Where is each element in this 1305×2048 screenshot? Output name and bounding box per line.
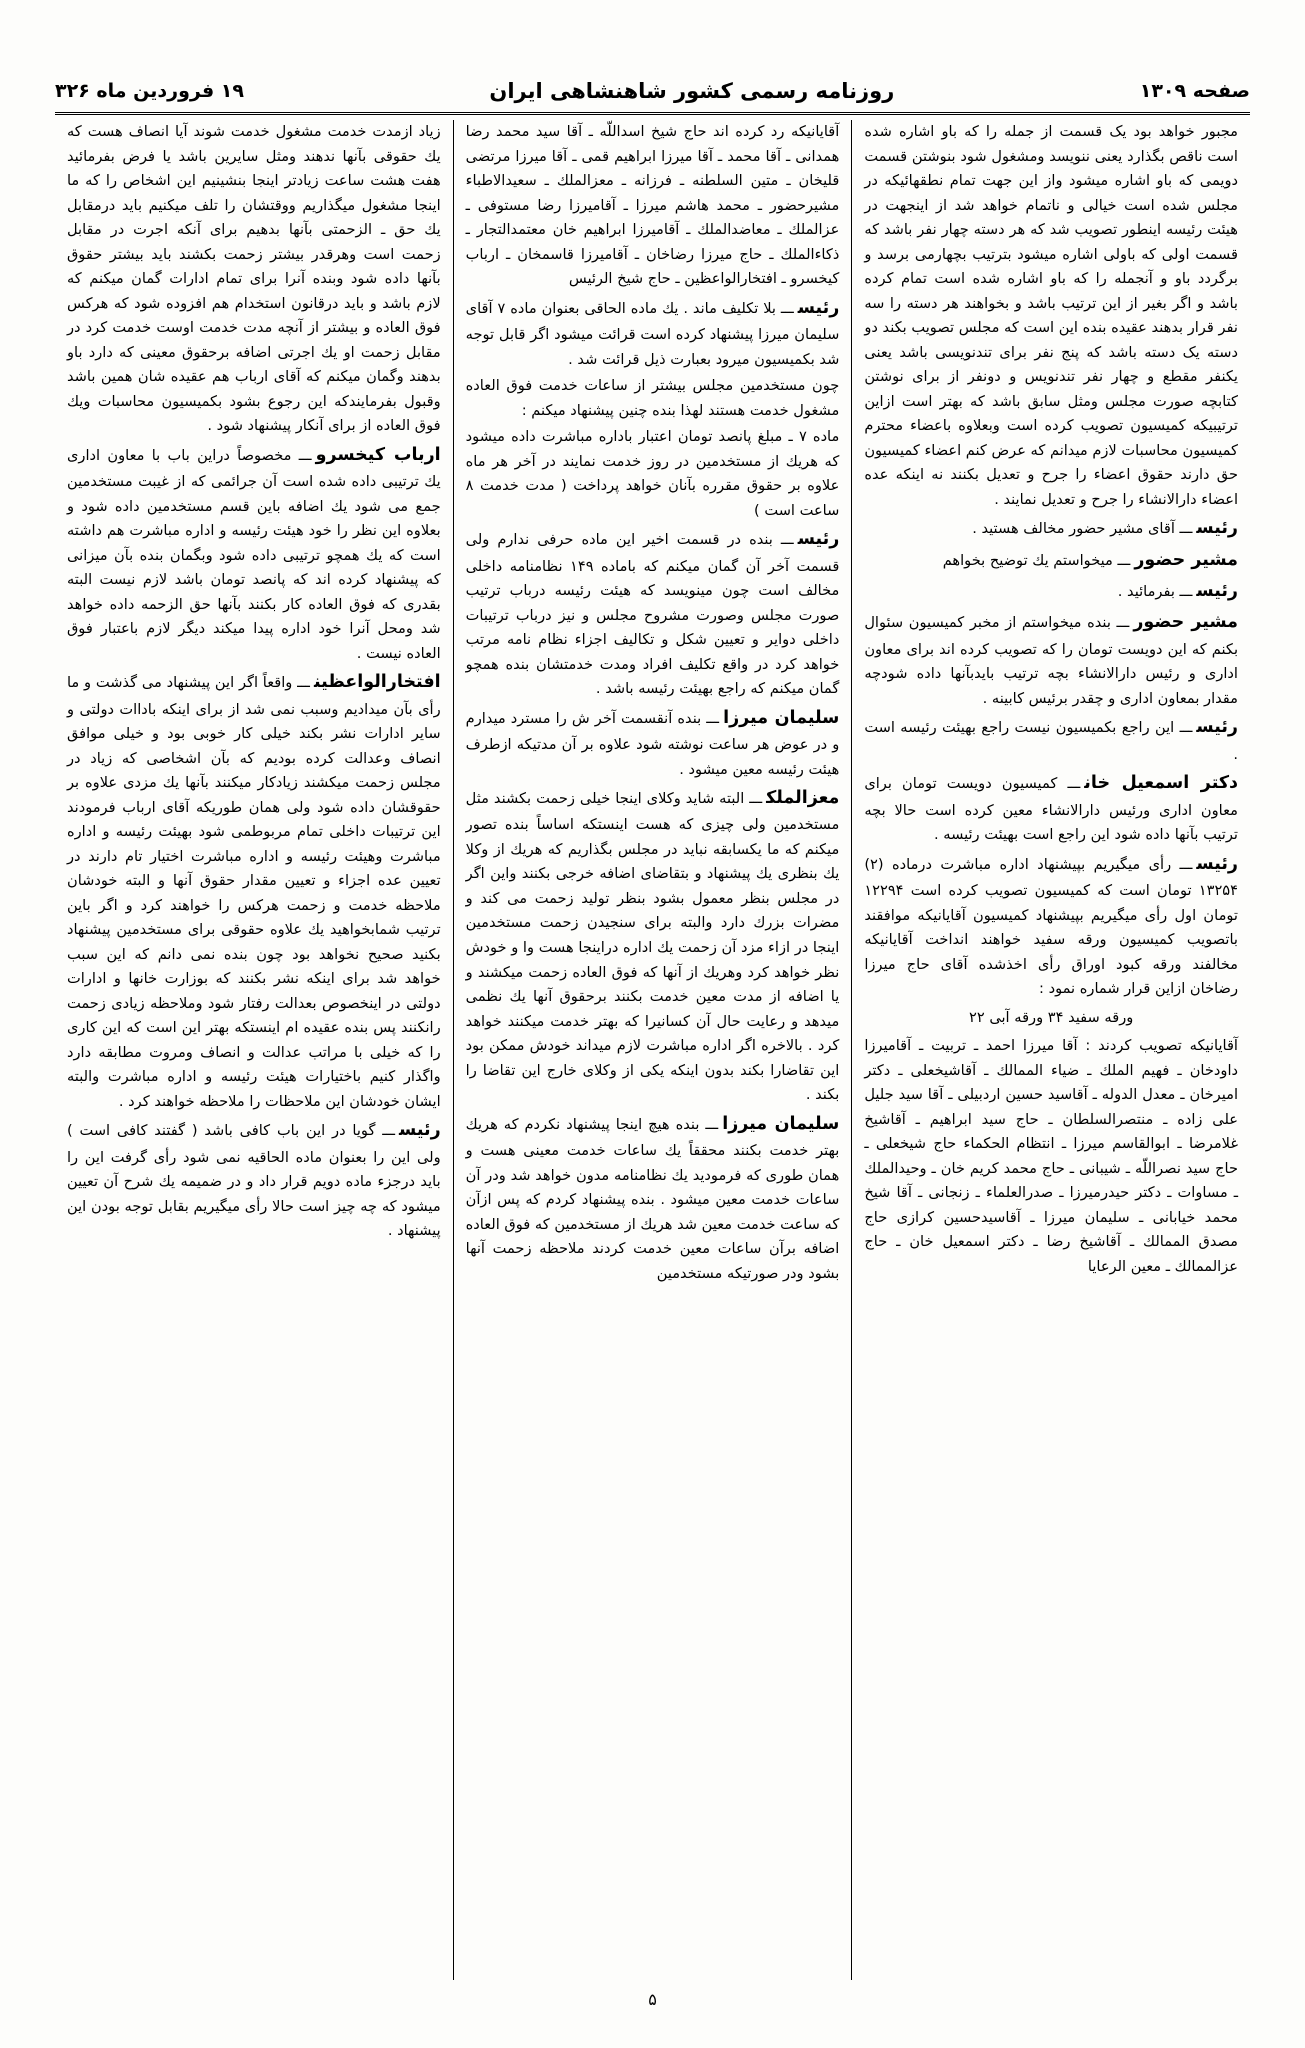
- column-middle: [453, 120, 852, 1980]
- paragraph-text: زیاد ازمدت خدمت مشغول خدمت شوند آیا انصاف هست که یك حقوقی بآنها ندهند ومثل سایرین باشد یا فرض بفرمائید هفت هشت ساعت زیادتر اینجا بنشینیم این اشخاص را که ما اینجا مشغول میگذاریم ووقتشان را تلف میکنیم باید درمقابل یك حق ـ الزحمتی بآنها بدهیم برای آنکه اجرت در مقابل زحمت است وهرقدر بیشتر زحمت بکشند باید بیشتر حقوق بآنها داده شود وبنده آنرا برای تمام ادارات گمان میکنم که لازم باشد و باید درقانون استخدام هم افزوده شود که هرکس فوق العاده و بیشتر از آنچه مدت خدمت اوست خدمت کرد در مقابل زحمت او یك اجرتی اضافه برحقوق معینی که دارد باو بدهند وگمان میکنم که آقای ارباب هم عقیده شان همین باشد وقبول بفرمایندکه این رجوع بشود بکمیسیون محاسبات ویك فوق العاده از برای آنکار پیشنهاد شود .: [66, 123, 441, 435]
- speaker-name: ارباب کیخسرو: [315, 444, 441, 465]
- speaker-name: معزالملك: [766, 788, 840, 809]
- text-paragraph: [864, 1034, 1238, 1279]
- paragraph-text: ـــ بلا تکلیف ماند . یك ماده الحاقی بعنوان ماده ۷ آقای سلیمان میرزا پیشنهاد کرده است قرائت میشود اگر قابل توجه شد بکمیسیون میرود بعبارت ذیل قرائت شد .: [465, 299, 840, 368]
- paragraph-text: ـــ مخصوصاً دراین باب با معاون اداری یك ترتیبی داده شده است آن جرائمی که از غیبت مستخدمین جمع می شود یك اضافه باین قسم مستخدمین داده شود و بعلاوه این نظر را خود هیئت رئیسه و اداره مباشرت هم داشته است که یك همچو ترتیبی داده شود وبگمان بنده بآن میزانی که پیشنهاد کرده اند که پانصد تومان باشد لازم نیست البته بقدری که فوق العاده کار بکنند بآنها حق الزحمه داده خواهد شد ومحل آنرا خود اداره پیدا میکند دیگر لازم باعتبار فوق العاده نیست .: [66, 446, 441, 662]
- text-paragraph: [466, 120, 840, 292]
- page-number-label: صفحه ۱۳۰۹: [1139, 80, 1250, 102]
- speaker-name: سلیمان میرزا: [723, 707, 840, 728]
- paragraph-text: ـــ البته شاید وکلای اینجا خیلی زحمت بکشند مثل مستخدمین ولی چیزی که هست اینستکه اساساً بنده تصور میکنم که ما یکسابقه نباید در مجلس بگذاریم که هریك از وکلا یك بنظری یك پیشنهاد و بتقاضای اضافه خرجی بکنند واین اگر در مجلس بنظر معمول بشود بنظر تولید زحمت می کند و مضرات بزرك دارد والبته برای سنجیدن زحمت مستخدمین اینجا در ازاء مزد آن زحمت یك اداره دراینجا هست وا و خودش نظر خواهد کرد وهریك از آنها که فوق العاده زحمت میکشند و یا اضافه از مدت معین خدمت بکنند برحقوق آنها یك نظمی میدهد و رعایت حال آن کسانیرا که بهتر خدمت میکنند خواهد کرد . بالاخره اگر اداره مباشرت لازم میداند خودش ممکن بود این تقاضارا بکند بدون اینکه یکی از وکلای خارج این تقاضا را بکند .: [465, 790, 840, 1104]
- speech-paragraph: [67, 441, 441, 667]
- text-paragraph: [466, 374, 840, 423]
- page-header: [55, 70, 1250, 115]
- paragraph-text: ـــ این راجع بکمیسیون نیست راجع بهیئت رئیسه است .: [864, 719, 1238, 763]
- speech-paragraph: [466, 525, 840, 701]
- speech-paragraph: [864, 577, 1238, 606]
- speaker-name: رئیس: [797, 529, 840, 550]
- paragraph-text: ماده ۷ ـ مبلغ پانصد تومان اعتبار باداره مباشرت داده میشود که هریك از مستخدمین در روز خدمت نمایند در آخر هر ماه علاوه بر حقوق مقرره بآنان خواهد پرداخت ( مدت خدمت ۸ ساعت است ): [465, 428, 840, 519]
- paragraph-text: ـــ آقای مشیر حضور مخالف هستید .: [972, 520, 1193, 538]
- speech-paragraph: [466, 1110, 840, 1286]
- speaker-name: رئیس: [1196, 581, 1238, 602]
- text-columns: [55, 120, 1250, 1980]
- speech-paragraph: [466, 704, 840, 782]
- speech-paragraph: [864, 546, 1238, 575]
- speech-paragraph: [864, 514, 1238, 543]
- paragraph-text: ـــ بنده آنقسمت آخر ش را مسترد میدارم و در عوض هر ساعت نوشته شود علاوه بر آن مدتیکه ازطرف هیئت رئیسه معین میشود .: [465, 709, 840, 778]
- vote-result: ورقه سفید ۳۴ ورقه آبی ۲۲: [969, 1008, 1134, 1026]
- paragraph-text: ـــ رأی میگیریم بپیشنهاد اداره مباشرت درماده (۲) ۱۳۲۵۴ تومان است که کمیسیون تصویب کرده است ۱۲۲۹۴ تومان اول رأی میگیریم بپیشنهاد کمیسیون آقایانیکه موافقند باتصویب کمیسیون ورقه سفید خواهند انداخت آقایانیکه مخالفند ورقه کبود اوراق رأی اخذشده آقای حاج میرزا رضاخان ازاین قرار شماره نمود :: [864, 855, 1238, 998]
- speaker-name: مشیر حضور: [1133, 612, 1238, 633]
- speaker-name: رئیس: [1196, 853, 1238, 874]
- text-paragraph: [67, 120, 441, 439]
- paragraph-text: چون مستخدمین مجلس بیشتر از ساعات خدمت فوق العاده مشغول خدمت هستند لهذا بنده چنین پیشنهاد میکنم :: [465, 377, 840, 419]
- paragraph-text: ـــ بنده در قسمت اخیر این ماده حرفی ندارم ولی قسمت آخر آن گمان میکنم که باماده ۱۴۹ نظامنامه داخلی مخالف است چون مینویسد که هیئت رئیسه درباب ترتیب صورت مجلس وصورت مشروح مجلس و نیز درباب ترتیبات داخلی دوایر و تعیین شکل و تکالیف اجزاء نظام نامه مرتب خواهد کرد در واقع تکلیف افراد ومدت خدمتشان بنده همچو گمان میکنم که راجع بهیئت رئیسه باشد .: [465, 531, 840, 698]
- paragraph-text: ـــ واقعاً اگر این پیشنهاد می گذشت و ما رأی بآن میدادیم وسبب نمی شد از برای اینکه باداات دولتی و سایر ادارات نشر بکند خیلی کار خوبی بود و خیلی موافق انصاف وعدالت کرده بودیم که بآن اشخاصی که زیاد در مجلس زحمت میکشند زیادکار میکنند بآنها یك مزدی علاوه بر حقوقشان داده شود ولی همان طوریکه آقای ارباب فرمودند این ترتیبات داخلی تمام مربوطمی شود بهیئت رئیسه و اداره مباشرت وهیئت رئیسه و اداره مباشرت اختیار تام دارند در تعیین عده اجزاء و تعیین مقدار حقوق آنها و البته خودشان ملاحظه خدمت و زحمت هرکس را خواهند کرد و اگر باین ترتیب شمابخواهید یك علاوه حقوقی برای مستخدمین پیشنهاد بکنید صحیح نخواهد بود چون بنده نمی دانم که این سبب خواهد شد برای اینکه نشر بکنند که بوزارت خانها و ادارات دولتی در اینخصوص بعدالت رفتار شود وملاحظه زیادی زحمت رانکنند پس بنده عقیده ام اینستکه بهتر این است که این کاری را که خیلی با مراتب عدالت و انصاف ومروت مطابقه دارد واگذار کنیم باختیارات هیئت رئیسه و اداره مباشرت والبته ایشان خودشان این ملاحظات را ملاحظه خواهند کرد .: [66, 674, 441, 1110]
- speech-paragraph: [67, 1116, 441, 1243]
- speech-paragraph: [466, 294, 840, 372]
- text-paragraph: [466, 425, 840, 523]
- column-left: [55, 120, 453, 1980]
- speech-paragraph: [864, 713, 1238, 767]
- speaker-name: افتخارالواعظین: [313, 672, 441, 693]
- issue-date: ۱۹ فروردین ماه ۳۲۶: [55, 80, 244, 102]
- text-paragraph: [864, 120, 1238, 512]
- speech-paragraph: [864, 608, 1238, 711]
- paragraph-text: ـــ گویا در این باب کافی باشد ( گفتند کافی است ) ولی این را بعنوان ماده الحاقیه نمی شود رأی گرفت این را باید درجزء ماده دویم قرار داد و در ضمیمه یك شرح آن تعیین میشود که چه چیز است حالا رأی میگیریم بقابل توجه بودن این پیشنهاد .: [66, 1122, 441, 1240]
- speech-paragraph: [864, 850, 1238, 1002]
- speaker-name: رئیس: [399, 1120, 441, 1141]
- paragraph-text: ـــ میخواستم یك توضیح بخواهم: [942, 551, 1131, 569]
- footer-page-number: ۵: [648, 1990, 657, 2009]
- speaker-name: رئیس: [1196, 717, 1238, 738]
- column-right: [851, 120, 1250, 1980]
- paragraph-text: مجبور خواهد بود یک قسمت از جمله را که باو اشاره شده است ناقص بگذارد یعنی ننویسد ومشغول شود بنوشتن قسمت دویمی که باو اشاره میشود واز این جهت تمام نطقهائیکه در مجلس شده است خیالی و ناتمام خواهد شد از اینجهت در هیئت رئیسه اینطور تصویب شد که هر دسته چهار نفر باشد که قسمت اولی که باولی اشاره میشود بترتیب بچهارمی برسد و برگردد باو و آنجمله را که باو اشاره شده است تمام کرده باشد و اگر بغیر از این ترتیب باشد و بخواهند هر دسته را سه نفر قرار بدهند عقیده بنده این است که مجلس تصویب بکند دو دسته یک دسته باشد که پنج نفر برای تندنویسی باشد یعنی یکنفر مقطع و چهار نفر تندنویس و دونفر از برای نوشتن کتابچه صورت مجلس ومثل سابق باشد که بهتر است ازاین ترتیبیکه کمیسیون تصویب کرده است وبعلاوه باعضاء محترم کمیسیون محاسبات لازم میدانم که عرض کنم اعضاء کمیسیون حق دارند حقوق اعضاء را جرح و تعدیل بکنند نه اینکه عده اعضاء دارالانشاء را جرح و تعدیل نمایند .: [864, 123, 1238, 508]
- speaker-name: مشیر حضور: [1134, 549, 1238, 570]
- speaker-name: سلیمان میرزا: [722, 1113, 840, 1134]
- paragraph-text: ـــ کمیسیون دویست تومان برای معاون اداری ورئیس دارالانشاء معین کرده است حالا بچه ترتیب بآنها داده شود این راجع است بهیئت رئیسه .: [864, 775, 1238, 844]
- speaker-name: دکتر اسمعیل خان: [1084, 773, 1238, 794]
- paragraph-text: آقایانیکه رد کرده اند حاج شیخ اسداللّه ـ آقا سید محمد رضا همدانی ـ آقا محمد ـ آقا میرزا ابراهیم قمی ـ آقا میرزا مرتضی قلیخان ـ متین السلطنه ـ فرزانه ـ معزالملك ـ سعیدالاطباء مشیرحضور ـ محمد هاشم میرزا ـ آقامیرزا رضا مستوفی ـ عزالملك ـ معاضدالملك ـ آقامیرزا ابراهیم خان معتمدالتجار ـ ذکاءالملك ـ حاج میرزا رضاخان ـ آقامیرزا قاسمخان ـ ارباب کیخسرو ـ افتخارالواعظین ـ حاج شیخ الرئیس: [465, 123, 840, 288]
- speech-paragraph: [864, 769, 1238, 847]
- speaker-name: رئیس: [1196, 518, 1238, 539]
- speech-paragraph: [466, 784, 840, 1108]
- newspaper-title: روزنامه رسمی کشور شاهنشاهی ایران: [489, 79, 895, 103]
- paragraph-text: ـــ بنده هیچ اینجا پیشنهاد نکردم که هریك بهتر خدمت بکنند محققاً یك ساعات خدمت معینی هست و همان طوری که فرمودید یك نظامنامه مدون خواهد شد ودر آن ساعات خدمت معین میشود . بنده پیشنهاد کردم که پس ازآن که ساعت خدمت معین شد هریك از مستخدمین که فوق العاده اضافه برآن ساعات معین خدمت کردند ملاحظه زحمت آنها بشود ودر صورتیکه مستخدمین: [465, 1115, 840, 1282]
- paragraph-text: ـــ بفرمائید .: [1117, 583, 1193, 601]
- speech-paragraph: [67, 668, 441, 1114]
- page-footer: [0, 1990, 1305, 2009]
- paragraph-text: آقایانیکه تصویب کردند : آقا میرزا احمد ـ تربیت ـ آقامیرزا داودخان ـ فهیم الملك ـ ضیاء الممالك ـ آقاشیخعلی ـ دکتر امیرخان ـ معدل الدوله ـ آقاسید حسین اردبیلی ـ آقا سید جلیل علی زاده ـ منتصرالسلطان ـ حاج سید ابراهیم ـ آقاشیخ غلامرضا ـ ابوالقاسم میرزا ـ انتظام الحکماء حاج شیخعلی ـ حاج سید نصراللّه ـ شیبانی ـ حاج محمد کریم خان ـ وحیدالملك ـ مساوات ـ دکتر حیدرمیرزا ـ صدرالعلماء ـ زنجانی ـ آقا شیخ محمد خیابانی ـ سلیمان میرزا ـ آقاسیدحسین کرازی حاج مصدق الممالك ـ آقاشیخ رضا ـ دکتر اسمعیل خان ـ حاج عزالممالك ـ معین الرعایا: [864, 1037, 1238, 1275]
- paragraph-text: ـــ بنده میخواستم از مخبر کمیسیون سئوال بکنم که این دویست تومان را که تصویب کرده اند برای معاون اداری و رئیس دارالانشاء بچه ترتیب بایدبآنها داده شودچه مقدار بمعاون اداری و چقدر برئیس کابینه .: [864, 614, 1238, 707]
- speaker-name: رئیس: [797, 297, 840, 318]
